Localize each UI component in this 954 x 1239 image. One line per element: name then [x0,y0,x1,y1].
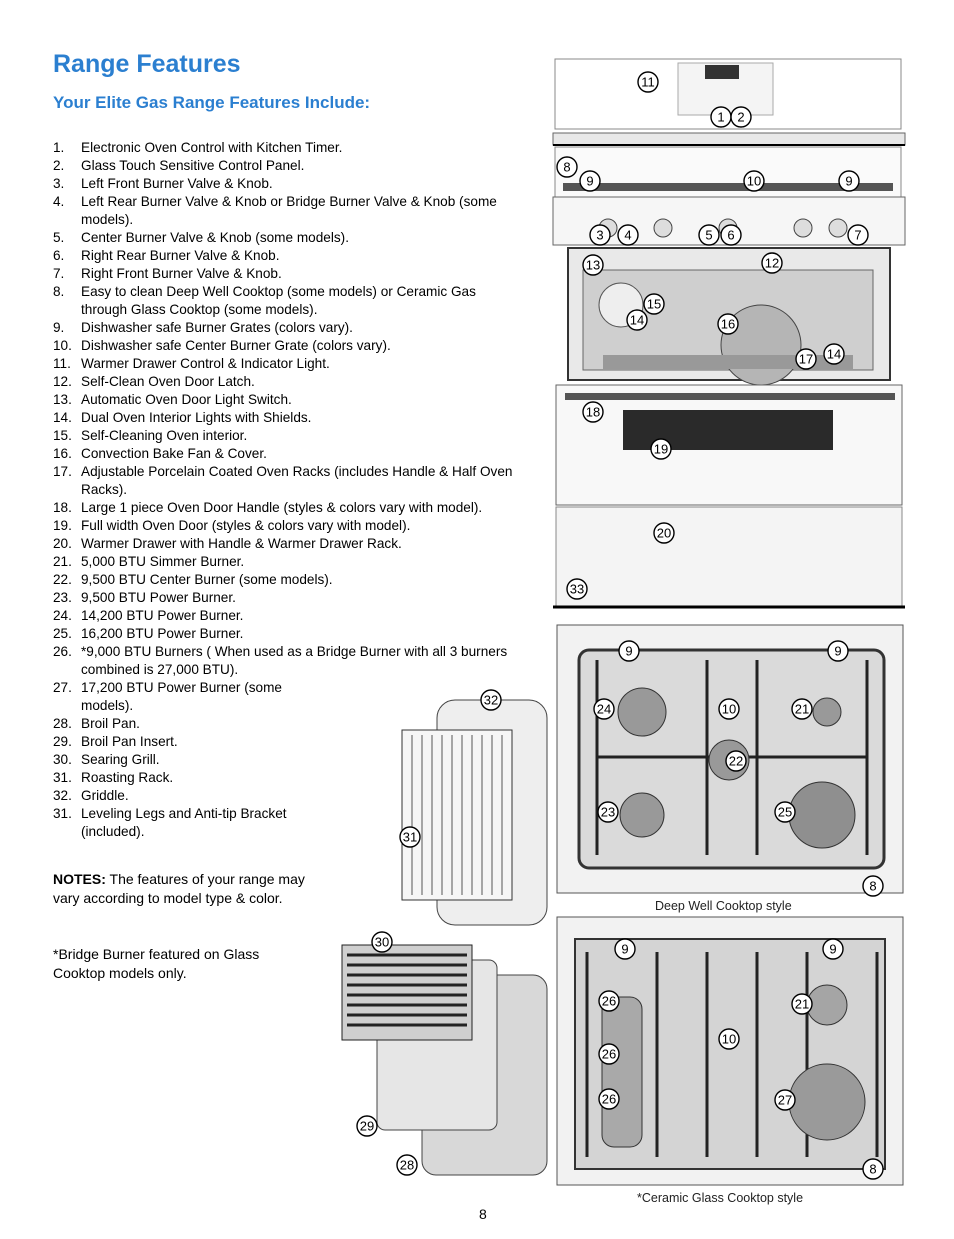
feature-text: 9,500 BTU Power Burner. [81,590,236,605]
feature-number: 26. [53,644,72,659]
feature-text: Dishwasher safe Burner Grates (colors vary). [81,320,353,335]
feature-item [53,535,523,553]
feature-text: Right Front Burner Valve & Knob. [81,266,282,281]
callout-number: 9 [625,643,633,659]
feature-number: 13. [53,392,72,407]
feature-text: 17,200 BTU Power Burner (some models). [81,680,282,713]
callout-number: 9 [586,173,594,189]
feature-item [53,139,523,157]
feature-number: 31. [53,770,72,785]
feature-number: 3. [53,176,65,191]
feature-number: 17. [53,464,72,479]
callout-number: 4 [624,227,632,243]
deep-well-cooktop-illustration [557,625,903,893]
callout-number: 32 [483,692,499,708]
feature-number: 16. [53,446,72,461]
feature-number: 1. [53,140,65,155]
callout-number: 25 [777,804,793,820]
callout-number: 26 [601,1046,617,1062]
feature-number: 7. [53,266,65,281]
feature-number: 30. [53,752,72,767]
callout-number: 5 [705,227,713,243]
bridge-burner-note: *Bridge Burner featured on Glass Cooktop models only. [53,946,260,981]
feature-number: 6. [53,248,65,263]
callout-number: 20 [656,525,672,541]
feature-text: Dishwasher safe Center Burner Grate (colors vary). [81,338,391,353]
feature-number: 27. [53,680,72,695]
feature-number: 12. [53,374,72,389]
feature-text: Easy to clean Deep Well Cooktop (some models) or Ceramic Gas through Glass Cooktop (some models). [81,284,476,317]
range-illustration [553,55,905,615]
callout-number: 23 [600,804,616,820]
feature-text: Full width Oven Door (styles & colors vary with model). [81,518,411,533]
callout-number: 21 [794,701,810,717]
feature-text: Self-Clean Oven Door Latch. [81,374,255,389]
feature-item [53,625,523,643]
callout-number: 22 [728,753,744,769]
callout-number: 14 [826,346,842,362]
feature-item [53,265,523,283]
feature-item [53,643,523,679]
feature-item [53,337,523,355]
feature-number: 22. [53,572,72,587]
feature-item [53,607,523,625]
callout-number: 9 [621,941,629,957]
feature-number: 23. [53,590,72,605]
ceramic-caption: *Ceramic Glass Cooktop style [637,1191,804,1205]
feature-text: *9,000 BTU Burners ( When used as a Bridge Burner with all 3 burners combined is 27,000 BTU). [81,644,508,677]
callout-number: 26 [601,1091,617,1107]
feature-text: Dual Oven Interior Lights with Shields. [81,410,312,425]
callout-number: 13 [585,257,601,273]
callout-number: 9 [834,643,842,659]
feature-item [53,283,523,319]
callout-number: 9 [829,941,837,957]
feature-text: 14,200 BTU Power Burner. [81,608,244,623]
feature-number: 19. [53,518,72,533]
callout-number: 7 [854,227,862,243]
feature-item [53,193,523,229]
callout-number: 10 [721,701,737,717]
feature-number: 5. [53,230,65,245]
feature-text: 5,000 BTU Simmer Burner. [81,554,245,569]
feature-text: Left Rear Burner Valve & Knob or Bridge Burner Valve & Knob (some models). [81,194,497,227]
callout-number: 8 [869,1161,877,1177]
feature-item [53,463,523,499]
callout-number: 6 [727,227,735,243]
feature-number: 32. [53,788,72,803]
feature-item [53,319,523,337]
feature-text: Electronic Oven Control with Kitchen Timer. [81,140,343,155]
callout-number: 10 [721,1031,737,1047]
callout-number: 18 [585,404,601,420]
feature-number: 31. [53,806,72,821]
callout-number: 2 [737,109,745,125]
feature-text: Convection Bake Fan & Cover. [81,446,267,461]
feature-text: Griddle. [81,788,129,803]
callout-number: 1 [717,109,725,125]
callout-number: 21 [794,996,810,1012]
callout-number: 28 [399,1157,415,1173]
feature-item [53,427,523,445]
accessories-illustration [327,690,552,1185]
callout-number: 8 [869,878,877,894]
ceramic-cooktop-illustration [557,917,903,1185]
feature-number: 24. [53,608,72,623]
feature-number: 8. [53,284,65,299]
feature-number: 14. [53,410,72,425]
callout-number: 12 [764,255,780,271]
feature-text: Broil Pan. [81,716,140,731]
feature-text: Right Rear Burner Valve & Knob. [81,248,280,263]
feature-item [53,571,523,589]
feature-number: 21. [53,554,72,569]
feature-text: Warmer Drawer with Handle & Warmer Drawer Rack. [81,536,402,551]
callout-number: 17 [798,351,814,367]
page-title: Range Features [53,50,241,78]
feature-number: 4. [53,194,65,209]
feature-item [53,373,523,391]
callout-number: 31 [402,829,418,845]
callout-number: 30 [374,934,390,950]
page-number: 8 [479,1206,487,1222]
feature-item [53,391,523,409]
feature-item [53,229,523,247]
feature-item [53,517,523,535]
callout-number: 33 [569,581,585,597]
feature-text: Warmer Drawer Control & Indicator Light. [81,356,330,371]
feature-text: 16,200 BTU Power Burner. [81,626,244,641]
feature-text: Self-Cleaning Oven interior. [81,428,248,443]
feature-item [53,175,523,193]
feature-item [53,589,523,607]
feature-text: Leveling Legs and Anti-tip Bracket (included). [81,806,287,839]
callout-number: 10 [746,173,762,189]
callout-number: 16 [720,316,736,332]
callout-number: 3 [596,227,604,243]
feature-number: 11. [53,356,71,371]
feature-text: Roasting Rack. [81,770,174,785]
callout-number: 19 [653,441,669,457]
notes-label: NOTES: [53,871,106,887]
feature-number: 29. [53,734,72,749]
feature-text: Center Burner Valve & Knob (some models). [81,230,349,245]
feature-number: 20. [53,536,72,551]
deep-well-caption: Deep Well Cooktop style [655,899,792,913]
feature-number: 10. [53,338,72,353]
feature-text: Glass Touch Sensitive Control Panel. [81,158,305,173]
feature-text: Searing Grill. [81,752,160,767]
feature-item [53,499,523,517]
callout-number: 26 [601,993,617,1009]
feature-item [53,157,523,175]
callout-number: 29 [359,1118,375,1134]
feature-text: 9,500 BTU Center Burner (some models). [81,572,333,587]
feature-item [53,445,523,463]
feature-text: Automatic Oven Door Light Switch. [81,392,292,407]
feature-number: 15. [53,428,72,443]
feature-text: Large 1 piece Oven Door Handle (styles & colors vary with model). [81,500,483,515]
feature-text: Broil Pan Insert. [81,734,178,749]
feature-item [53,247,523,265]
feature-number: 18. [53,500,72,515]
feature-item [53,553,523,571]
feature-item [53,409,523,427]
notes [53,870,313,908]
feature-number: 25. [53,626,72,641]
callout-number: 11 [641,74,655,90]
feature-item [53,355,523,373]
feature-number: 9. [53,320,65,335]
feature-text: Adjustable Porcelain Coated Oven Racks (includes Handle & Half Oven Racks). [81,464,513,497]
feature-text: Left Front Burner Valve & Knob. [81,176,273,191]
callout-number: 14 [629,312,645,328]
feature-number: 2. [53,158,65,173]
callout-number: 9 [845,173,853,189]
page-subtitle: Your Elite Gas Range Features Include: [53,93,371,112]
notes-text: The features of your range may vary according to model type & color. [53,871,305,906]
callout-number: 8 [563,159,571,175]
feature-number: 28. [53,716,72,731]
callout-number: 27 [777,1092,793,1108]
callout-number: 24 [596,701,612,717]
callout-number: 15 [646,296,662,312]
